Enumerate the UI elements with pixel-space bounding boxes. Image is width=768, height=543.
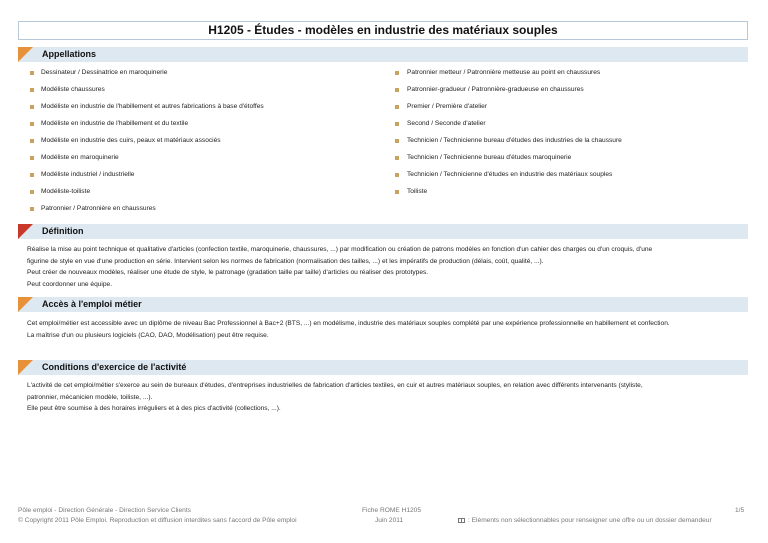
book-icon <box>458 518 465 523</box>
section-title-acces: Accès à l'emploi métier <box>42 299 142 309</box>
bullet-icon <box>30 190 34 194</box>
section-header-conditions <box>18 360 748 375</box>
conditions-line: L'activité de cet emploi/métier s'exerce au sein de bureaux d'études, d'entreprises industrielles de fabrication d'articles textiles, en cuir et autres matériaux souples, en relation avec différents intervenants (styliste, <box>27 382 643 389</box>
conditions-line: Elle peut être soumise à des horaires irréguliers et à des pics d'activité (collections, ...). <box>27 405 281 412</box>
bullet-icon <box>30 105 34 109</box>
bullet-icon <box>395 71 399 75</box>
corner-marker-icon <box>18 47 33 62</box>
appellation-item: Modéliste industriel / industrielle <box>41 171 135 178</box>
appellation-item: Modéliste en industrie de l'habillement et du textile <box>41 120 189 127</box>
definition-line: Réalise la mise au point technique et qualitative d'articles (confection textile, maroquinerie, chaussures, ...) par modification ou création de patrons modèles en fonction d'un cahier des charges ou d'un croquis, d'une <box>27 246 653 253</box>
appellation-item: Second / Seconde d'atelier <box>407 120 486 127</box>
bullet-icon <box>30 88 34 92</box>
appellation-item: Technicien / Technicienne bureau d'études des industries de la chaussure <box>407 137 622 144</box>
appellation-item: Modéliste chaussures <box>41 86 105 93</box>
bullet-icon <box>395 156 399 160</box>
bullet-icon <box>395 88 399 92</box>
section-title-appellations: Appellations <box>42 49 97 59</box>
definition-line: Peut coordonner une équipe. <box>27 280 113 288</box>
appellation-item: Patronnier-gradueur / Patronnière-gradueuse en chaussures <box>407 86 584 93</box>
section-header-definition <box>18 224 748 239</box>
bullet-icon <box>30 139 34 143</box>
appellation-item: Patronnier metteur / Patronnière metteuse au point en chaussures <box>407 69 601 76</box>
appellation-item: Modéliste-toiliste <box>41 188 91 195</box>
footer-note <box>458 516 712 525</box>
bullet-icon <box>395 190 399 194</box>
corner-marker-icon <box>18 360 33 375</box>
section-title-definition: Définition <box>42 226 84 236</box>
appellation-item: Premier / Première d'atelier <box>407 103 488 110</box>
definition-text <box>27 244 749 290</box>
footer-copyright: © Copyright 2011 Pôle Emploi. Reproduction et diffusion interdites sans l'accord de Pôle emploi <box>18 517 297 524</box>
bullet-icon <box>30 207 34 211</box>
acces-text <box>27 318 749 341</box>
conditions-text <box>27 380 749 415</box>
corner-marker-icon <box>18 224 33 239</box>
bullet-icon <box>395 139 399 143</box>
acces-line: La maîtrise d'un ou plusieurs logiciels (CAO, DAO, Modélisation) peut être requise. <box>27 331 269 339</box>
corner-marker-icon <box>18 297 33 312</box>
bullet-icon <box>30 156 34 160</box>
appellation-item: Modéliste en industrie de l'habillement et autres fabrications à base d'étoffes <box>41 103 264 110</box>
bullet-icon <box>395 173 399 177</box>
appellation-item: Patronnier / Patronnière en chaussures <box>41 205 156 212</box>
appellation-item: Toiliste <box>407 188 428 195</box>
bullet-icon <box>395 105 399 109</box>
bullet-icon <box>30 71 34 75</box>
bullet-icon <box>395 122 399 126</box>
section-header-appellations <box>18 47 748 62</box>
bullet-icon <box>30 173 34 177</box>
bullet-icon <box>30 122 34 126</box>
appellation-item: Modéliste en industrie des cuirs, peaux et matériaux associés <box>41 137 221 144</box>
appellation-item: Modéliste en maroquinerie <box>41 154 119 161</box>
appellation-item: Technicien / Technicienne d'études en industrie des matériaux souples <box>407 171 613 178</box>
appellation-item: Technicien / Technicienne bureau d'études maroquinerie <box>407 154 572 161</box>
section-header-acces <box>18 297 748 312</box>
conditions-line: patronnier, mécanicien modèle, toiliste, ...). <box>27 393 153 401</box>
footer-note-text: : Eléments non sélectionnables pour renseigner une offre ou un dossier demandeur <box>468 517 712 524</box>
section-title-conditions: Conditions d'exercice de l'activité <box>42 362 187 372</box>
acces-line: Cet emploi/métier est accessible avec un diplôme de niveau Bac Professionnel à Bac+2 (BTS, ...) en modélisme, industrie des matériaux souples complété par une expérience professionnelle en habillement et confection. <box>27 320 670 327</box>
definition-line: Peut créer de nouveaux modèles, réaliser une étude de style, le patronage (gradation taille par taille) d'articles ou réaliser des prototypes. <box>27 269 429 276</box>
footer-page-number: 1/5 <box>735 507 745 514</box>
appellation-item: Dessinateur / Dessinatrice en maroquinerie <box>41 69 168 76</box>
footer-date: Juin 2011 <box>375 517 404 524</box>
footer-fiche: Fiche ROME H1205 <box>362 507 421 514</box>
footer-organization: Pôle emploi - Direction Générale - Direction Service Clients <box>18 507 191 514</box>
definition-line: figurine de style en vue d'une production en série. Intervient selon les normes de fabrication (normalisation des tailles, ...) et les impératifs de production (délais, coût, qualité, ...). <box>27 257 544 265</box>
page-title: H1205 - Études - modèles en industrie des matériaux souples <box>18 21 748 40</box>
